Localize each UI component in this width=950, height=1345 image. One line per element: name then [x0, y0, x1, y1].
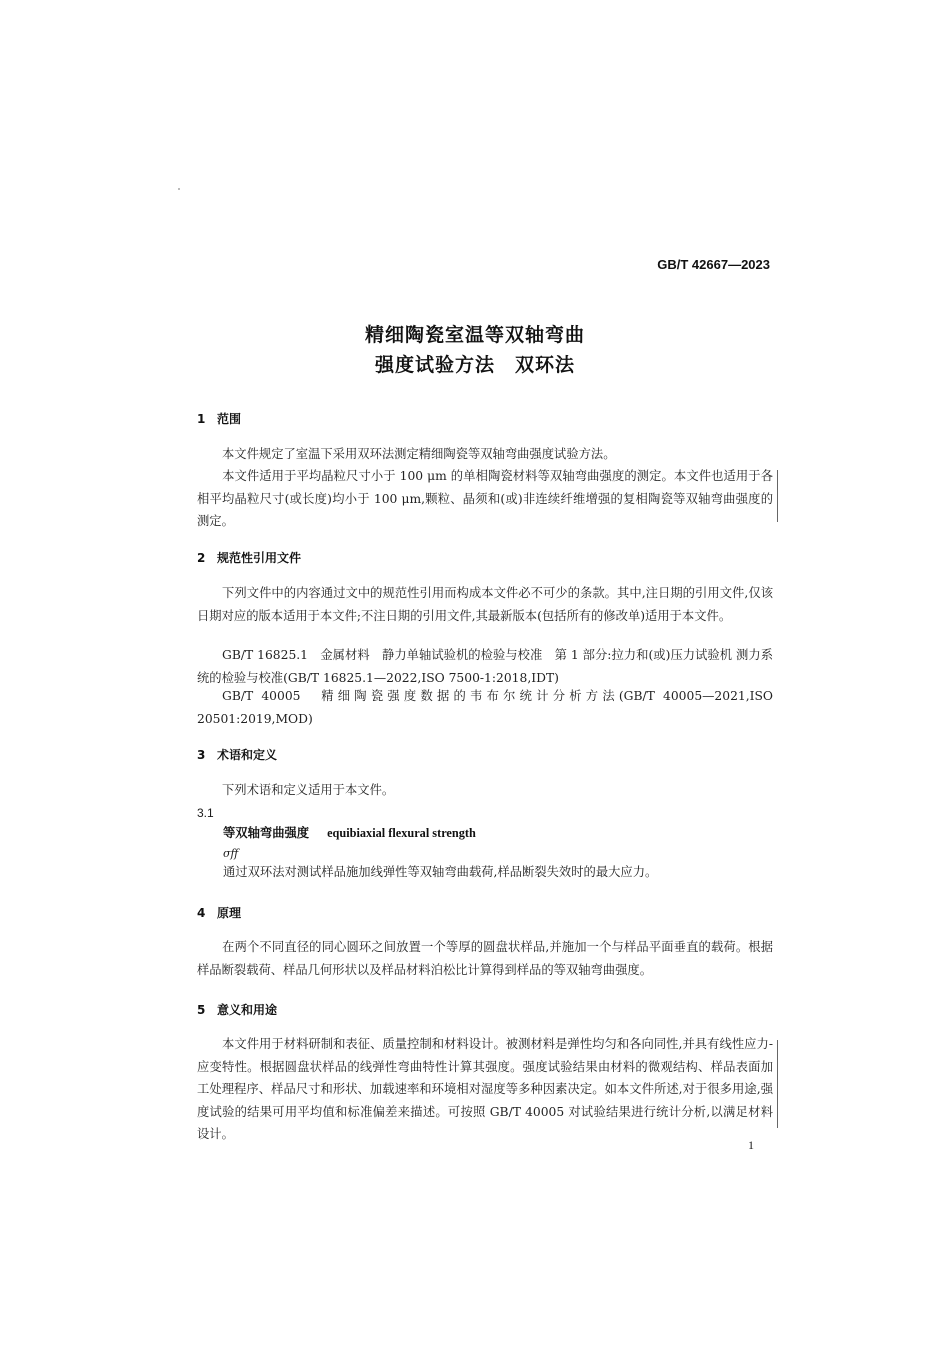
term-symbol: σff — [223, 847, 239, 860]
section-heading-significance — [197, 1001, 277, 1018]
scan-speck — [178, 188, 180, 190]
section-number: 3 — [197, 748, 206, 762]
paragraph-text: 在两个不同直径的同心圆环之间放置一个等厚的圆盘状样品,并施加一个与样品平面垂直的载荷。根据样品断裂载荷、样品几何形状以及样品材料泊松比计算得到样品的等双轴弯曲强度。 — [197, 940, 773, 977]
reference-text: GB/T 16825.1 金属材料 静力单轴试验机的检验与校准 第 1 部分:拉力和(或)压力试验机 测力系统的检验与校准(GB/T 16825.1—2022,ISO 7500-1:2018,IDT) — [197, 648, 773, 685]
term-chinese: 等双轴弯曲强度 — [223, 825, 310, 840]
reference-text: GB/T 40005 精细陶瓷强度数据的韦布尔统计分析方法(GB/T 40005—2021,ISO 20501:2019,MOD) — [197, 689, 773, 726]
section-heading-terms — [197, 746, 277, 763]
section-title: 意义和用途 — [217, 1003, 278, 1017]
section-title: 原理 — [217, 906, 242, 920]
term-number: 3.1 — [197, 806, 214, 820]
paragraph-text: 下列文件中的内容通过文中的规范性引用而构成本文件必不可少的条款。其中,注日期的引用文件,仅该日期对应的版本适用于本文件;不注日期的引用文件,其最新版本(包括所有的修改单)适用于本文件。 — [197, 586, 773, 623]
section-heading-principle — [197, 904, 241, 921]
paragraph-text: 本文件规定了室温下采用双环法测定精细陶瓷等双轴弯曲强度试验方法。 — [222, 447, 616, 461]
change-bar — [777, 470, 778, 522]
paragraph — [197, 465, 773, 533]
document-title-line2: 强度试验方法 双环法 — [374, 354, 575, 376]
paragraph — [197, 1033, 773, 1146]
term-definition: 通过双环法对测试样品施加线弹性等双轴弯曲载荷,样品断裂失效时的最大应力。 — [223, 865, 658, 879]
standard-code: GB/T 42667—2023 — [657, 257, 770, 272]
section-title: 范围 — [217, 412, 242, 426]
term-entry — [223, 823, 476, 841]
section-number: 2 — [197, 551, 206, 565]
section-heading-scope — [197, 410, 241, 427]
paragraph — [197, 936, 773, 981]
paragraph — [197, 582, 773, 627]
page-number: 1 — [748, 1138, 754, 1152]
section-title: 规范性引用文件 — [217, 551, 302, 565]
paragraph-text: 下列术语和定义适用于本文件。 — [222, 783, 395, 797]
paragraph — [197, 779, 773, 802]
section-number: 1 — [197, 412, 206, 426]
section-title: 术语和定义 — [217, 748, 278, 762]
paragraph — [197, 443, 773, 466]
section-number: 5 — [197, 1003, 206, 1017]
section-heading-normative-refs — [197, 549, 301, 566]
reference-entry — [197, 685, 773, 730]
paragraph-text: 本文件适用于平均晶粒尺寸小于 100 μm 的单相陶瓷材料等双轴弯曲强度的测定。本文件也适用于各相平均晶粒尺寸(或长度)均小于 100 μm,颗粒、晶须和(或)非连续纤维增强的复相陶瓷等双轴弯曲强度的测定。 — [197, 469, 773, 528]
paragraph-text: 本文件用于材料研制和表征、质量控制和材料设计。被测材料是弹性均匀和各向同性,并具有线性应力-应变特性。根据圆盘状样品的线弹性弯曲特性计算其强度。强度试验结果由材料的微观结构、样品表面加工处理程序、样品尺寸和形状、加载速率和环境相对湿度等多种因素决定。如本文件所述,对于很多用途,强度试验的结果可用平均值和标准偏差来描述。可按照 GB/T 40005 对试验结果进行统计分析,以满足材料设计。 — [197, 1037, 773, 1141]
change-bar — [777, 1040, 778, 1128]
term-english: equibiaxial flexural strength — [327, 826, 476, 840]
document-title-line1: 精细陶瓷室温等双轴弯曲 — [364, 324, 585, 346]
reference-entry — [197, 644, 773, 689]
section-number: 4 — [197, 906, 206, 920]
